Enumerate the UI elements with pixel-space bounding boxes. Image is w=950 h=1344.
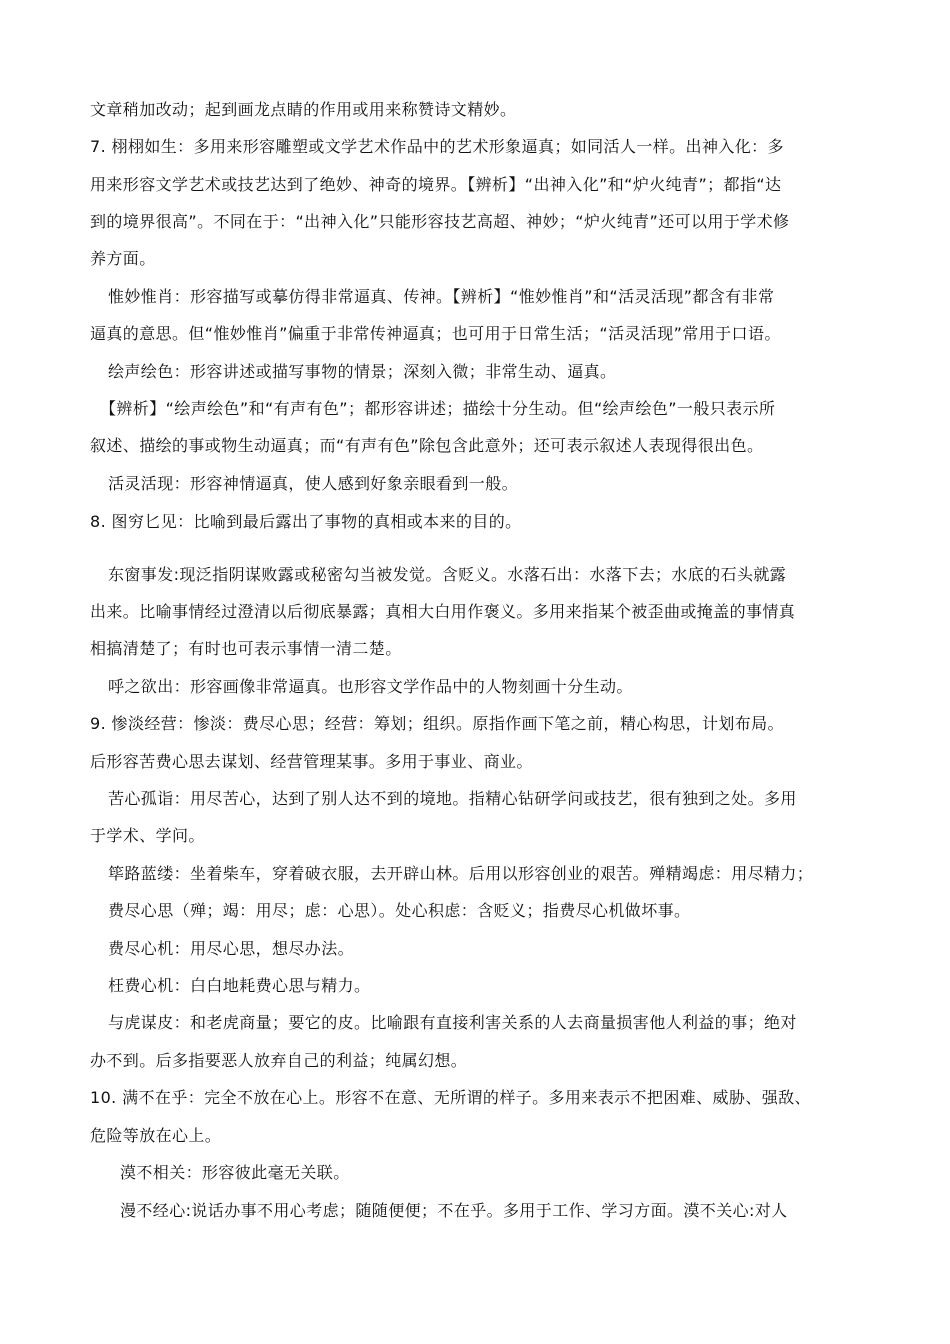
- text-line: 惟妙惟肖：形容描写或摹仿得非常逼真、传神。【辨析】“惟妙惟肖”和“活灵活现”都含有非常: [108, 287, 775, 306]
- text-line: 【辨析】“绘声绘色”和“有声有色”；都形容讲述；描绘十分生动。但“绘声绘色”一般只表示所: [100, 399, 776, 418]
- text-line: 危险等放在心上。: [90, 1126, 222, 1145]
- text-line: 相搞清楚了；有时也可表示事情一清二楚。: [90, 639, 402, 658]
- text-line: 养方面。: [90, 249, 156, 268]
- text-line: 10. 满不在乎：完全不放在心上。形容不在意、无所谓的样子。多用来表示不把困难、威胁、强敌、: [90, 1088, 811, 1107]
- text-line: 活灵活现：形容神情逼真，使人感到好象亲眼看到一般。: [108, 474, 519, 493]
- text-line: 枉费心机：白白地耗费心思与精力。: [108, 976, 371, 995]
- text-line: 叙述、描绘的事或物生动逼真；而“有声有色”除包含此意外；还可表示叙述人表现得很出色。: [90, 436, 764, 455]
- text-line: 出来。比喻事情经过澄清以后彻底暴露；真相大白用作褒义。多用来指某个被歪曲或掩盖的事情真: [90, 602, 796, 621]
- text-line: 筚路蓝缕：坐着柴车，穿着破衣服，去开辟山林。后用以形容创业的艰苦。殚精竭虑：用尽精力；: [108, 864, 814, 883]
- text-line: 东窗事发:现泛指阴谋败露或秘密勾当被发觉。含贬义。水落石出：水落下去；水底的石头就露: [108, 565, 787, 584]
- text-line: 漠不相关：形容彼此毫无关联。: [120, 1163, 350, 1182]
- text-line: 9. 惨淡经营：惨淡：费尽心思；经营：筹划；组织。原指作画下笔之前，精心构思，计划布局。: [90, 714, 784, 733]
- text-line: 逼真的意思。但“惟妙惟肖”偏重于非常传神逼真；也可用于日常生活；“活灵活现”常用于口语。: [90, 324, 781, 343]
- text-line: 文章稍加改动；起到画龙点睛的作用或用来称赞诗文精妙。: [90, 100, 517, 119]
- text-line: 于学术、学问。: [90, 826, 205, 845]
- text-line: 费尽心思（殚；竭：用尽；虑：心思）。处心积虑：含贬义；指费尽心机做坏事。: [108, 901, 691, 920]
- text-line: 与虎谋皮：和老虎商量；要它的皮。比喻跟有直接利害关系的人去商量损害他人利益的事；绝对: [108, 1013, 797, 1032]
- text-line: 7. 栩栩如生：多用来形容雕塑或文学艺术作品中的艺术形象逼真；如同活人一样。出神入化：多: [90, 137, 784, 156]
- text-line: 漫不经心:说话办事不用心考虑；随随便便；不在乎。多用于工作、学习方面。漠不关心:对人: [120, 1201, 788, 1220]
- text-line: 用来形容文学艺术或技艺达到了绝妙、神奇的境界。【辨析】“出神入化”和“炉火纯青”；都指“达: [90, 175, 782, 194]
- text-line: 绘声绘色：形容讲述或描写事物的情景；深刻入微；非常生动、逼真。: [108, 362, 617, 381]
- text-line: 8. 图穷匕见：比喻到最后露出了事物的真相或本来的目的。: [90, 512, 522, 531]
- text-line: 呼之欲出：形容画像非常逼真。也形容文学作品中的人物刻画十分生动。: [108, 677, 633, 696]
- text-line: 苦心孤诣：用尽苦心，达到了别人达不到的境地。指精心钻研学问或技艺，很有独到之处。多用: [108, 789, 797, 808]
- text-line: 办不到。后多指要恶人放弃自己的利益；纯属幻想。: [90, 1051, 468, 1070]
- text-line: 后形容苦费心思去谋划、经营管理某事。多用于事业、商业。: [90, 752, 533, 771]
- text-line: 费尽心机：用尽心思，想尽办法。: [108, 939, 355, 958]
- text-line: 到的境界很高”。不同在于：“出神入化”只能形容技艺高超、神妙；“炉火纯青”还可以用于学术修: [90, 212, 790, 231]
